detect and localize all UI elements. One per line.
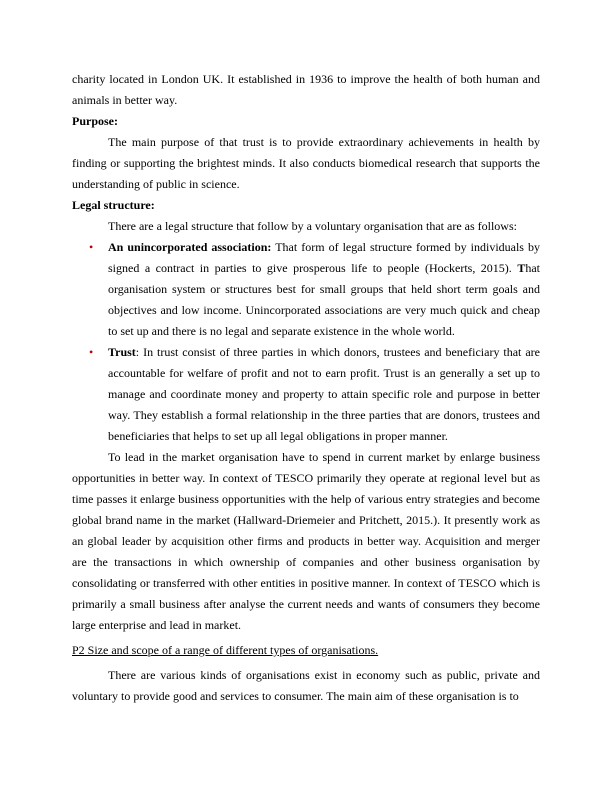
intro-paragraph: charity located in London UK. It established in 1936 to improve the health of both human and animals in better way.	[72, 72, 540, 107]
bullet-text-continued: hat organisation system or structures best for small groups that held short term goals and objectives and low income. Unincorporated associations are very much quick and cheap to set up and there is no legal and separate existence in the whole world.	[108, 261, 540, 338]
bullet-bold-letter: T	[517, 261, 526, 275]
bullet-term: An unincorporated association:	[108, 240, 272, 254]
purpose-heading: Purpose:	[72, 114, 118, 128]
legal-structure-list	[72, 237, 540, 447]
legal-structure-intro: There are a legal structure that follow by a voluntary organisation that are as follows:	[108, 219, 517, 233]
bullet-icon: •	[89, 345, 94, 359]
list-item	[72, 342, 540, 447]
bullet-term: Trust	[108, 345, 136, 359]
legal-structure-heading: Legal structure:	[72, 198, 155, 212]
bullet-text: : In trust consist of three parties in which donors, trustees and beneficiary that are accountable for welfare of profit and not to earn profit. Trust is an generally a set up to manage and coordinate money and property to attain specific role and purpose in better way. They establish a formal relationship in the three parties that are donors, trustees and beneficiaries that helps to set up all legal obligations in proper manner.	[108, 345, 540, 443]
page-content	[72, 69, 540, 707]
bullet-icon: •	[89, 240, 94, 254]
list-item	[72, 237, 540, 342]
market-paragraph: To lead in the market organisation have to spend in current market by enlarge business opportunities in better way. In context of TESCO primarily they operate at regional level but as time passes it enlarge business opportunities with the help of various entry strategies and become global brand name in the market (Hallward-Driemeier and Pritchett, 2015.). It presently work as an global leader by acquisition other firms and products in better way. Acquisition and merger are the transactions in which ownership of companies and other business organisation by consolidating or transferred with other entities in positive manner. In context of TESCO which is primarily a small business after analyse the current needs and wants of consumers they become large enterprise and lead in market.	[72, 450, 540, 632]
purpose-paragraph: The main purpose of that trust is to provide extraordinary achievements in health by finding or supporting the brightest minds. It also conducts biomedical research that supports the understanding of public in science.	[72, 135, 540, 191]
closing-paragraph: There are various kinds of organisations exist in economy such as public, private and voluntary to provide good and services to consumer. The main aim of these organisation is to	[72, 668, 540, 703]
bullet-text: That form of legal structure formed by individuals by signed a contract in parties to give prosperous life to people (Hockerts, 2015).	[108, 240, 541, 275]
section-title: P2 Size and scope of a range of different types of organisations.	[72, 643, 379, 657]
